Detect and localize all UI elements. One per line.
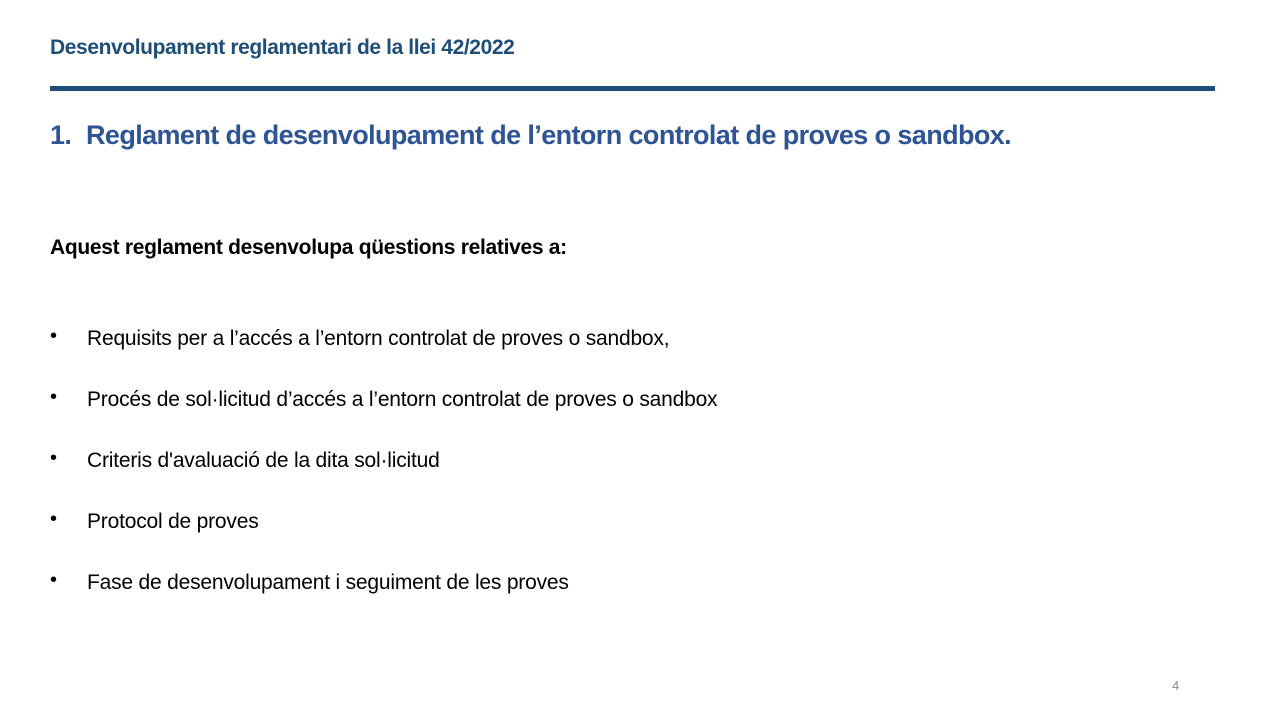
bullet-icon: • bbox=[50, 386, 57, 408]
list-item-text: Protocol de proves bbox=[87, 510, 259, 533]
bullet-icon: • bbox=[50, 325, 57, 347]
intro-text: Aquest reglament desenvolupa qüestions relatives a: bbox=[50, 236, 567, 259]
section-heading bbox=[50, 120, 1011, 151]
header-divider bbox=[50, 86, 1215, 91]
bullet-icon: • bbox=[50, 569, 57, 591]
header-title: Desenvolupament reglamentari de la llei 42/2022 bbox=[50, 36, 515, 59]
list-item-text: Procés de sol·licitud d’accés a l’entorn controlat de proves o sandbox bbox=[87, 388, 718, 411]
list-item-text: Fase de desenvolupament i seguiment de les proves bbox=[87, 571, 569, 594]
bullet-icon: • bbox=[50, 447, 57, 469]
page-number: 4 bbox=[1172, 678, 1180, 693]
section-title: Reglament de desenvolupament de l’entorn controlat de proves o sandbox. bbox=[86, 120, 1012, 150]
list-item-text: Requisits per a l’accés a l’entorn controlat de proves o sandbox, bbox=[87, 327, 670, 350]
bullet-icon: • bbox=[50, 508, 57, 530]
list-item-text: Criteris d'avaluació de la dita sol·licitud bbox=[87, 449, 440, 472]
section-number: 1. bbox=[50, 120, 72, 150]
